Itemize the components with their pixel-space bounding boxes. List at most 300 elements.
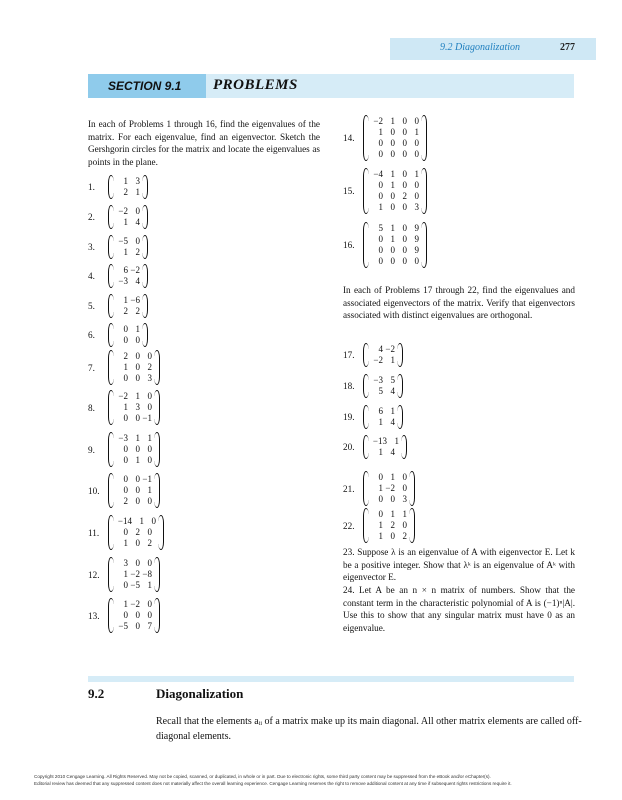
matrix-cell: 1 (123, 599, 128, 609)
matrix-cell: 0 (135, 558, 140, 568)
matrix-cell: −3 (118, 276, 128, 286)
matrix (363, 471, 415, 506)
matrix-row (116, 402, 152, 413)
matrix-row (371, 472, 407, 483)
matrix (363, 115, 427, 161)
problem-13 (88, 598, 160, 633)
matrix-cell: 0 (414, 138, 419, 148)
matrix (108, 350, 160, 385)
matrix-cell: −13 (372, 436, 387, 446)
matrix-cell: 0 (402, 223, 407, 233)
matrix-cell: 0 (390, 138, 395, 148)
right-paren (142, 323, 148, 347)
matrix-cell: 5 (378, 386, 383, 396)
problem-number: 16. (343, 240, 355, 250)
problem-number: 13. (88, 610, 100, 621)
matrix-cell: 3 (135, 176, 140, 186)
matrix-row (116, 413, 152, 424)
matrix-row (371, 149, 419, 160)
matrix-row (116, 391, 152, 402)
matrix-row (371, 494, 407, 505)
matrix-cell: 1 (135, 187, 140, 197)
problem-2 (88, 205, 148, 229)
matrix-cell: 7 (147, 621, 152, 631)
section-label: SECTION 9.1 (108, 79, 182, 93)
matrix-cell: 1 (378, 483, 383, 493)
problem-number: 19. (343, 412, 355, 422)
matrix-cell: 3 (135, 402, 140, 412)
problem-3 (88, 235, 148, 259)
matrix-cell: 1 (378, 447, 383, 457)
matrix-cell: 1 (147, 580, 152, 590)
matrix-row (116, 217, 140, 228)
matrix-cell: 0 (135, 413, 140, 423)
matrix-cell: 1 (123, 569, 128, 579)
right-paren (154, 473, 160, 508)
problem-7 (88, 350, 160, 385)
problem-number: 6. (88, 330, 95, 340)
problem-number: 2. (88, 212, 95, 222)
problem-19 (343, 405, 403, 429)
matrix-cell: 2 (123, 496, 128, 506)
intro-paragraph-1: In each of Problems 1 through 16, find the eigenvalues of the matrix. For each eigenvalue, find an eigenvector. Sketch the Gershgorin circles for the matrix and locate the eigenvalues as points in the plane. (88, 119, 320, 167)
matrix-row (371, 447, 399, 458)
matrix-cell: 0 (402, 127, 407, 137)
matrix-cell: 1 (414, 169, 419, 179)
matrix-cell: 2 (147, 362, 152, 372)
matrix (108, 557, 160, 592)
matrix-row (371, 234, 419, 245)
matrix-row (116, 580, 152, 591)
matrix-cell: 1 (139, 516, 144, 526)
page-number: 277 (560, 42, 575, 53)
matrix-cell: 0 (135, 351, 140, 361)
matrix-cell: 0 (123, 580, 128, 590)
problem-number: 4. (88, 271, 95, 281)
matrix-cell: 0 (123, 413, 128, 423)
matrix-row (116, 433, 152, 444)
matrix-cell: 1 (123, 362, 128, 372)
matrix-cell: 1 (123, 247, 128, 257)
matrix-cell: 2 (135, 527, 140, 537)
matrix-row (116, 558, 152, 569)
matrix-cell: 1 (123, 402, 128, 412)
problem-16 (343, 222, 427, 268)
matrix-cell: 1 (394, 436, 399, 446)
problem-22 (343, 508, 415, 543)
matrix-cell: 0 (378, 191, 383, 201)
matrix-row (371, 355, 395, 366)
matrix-cell: 0 (390, 202, 395, 212)
matrix-cell: 1 (135, 324, 140, 334)
matrix-cell: 0 (378, 180, 383, 190)
matrix-cell: 0 (123, 527, 128, 537)
matrix-cell: 2 (123, 306, 128, 316)
matrix (108, 473, 160, 508)
right-paren (142, 175, 148, 199)
matrix-cell: −4 (373, 169, 383, 179)
matrix-cell: 0 (378, 472, 383, 482)
problem-17 (343, 343, 403, 367)
matrix-row (371, 406, 395, 417)
matrix-cell: 6 (378, 406, 383, 416)
diagonalization-band (88, 676, 574, 682)
matrix-cell: 1 (390, 355, 395, 365)
matrix-cell: −8 (142, 569, 152, 579)
matrix (363, 222, 427, 268)
right-paren (409, 471, 415, 506)
matrix (363, 435, 407, 459)
right-paren (142, 264, 148, 288)
matrix-cell: 0 (402, 245, 407, 255)
matrix-cell: 0 (135, 610, 140, 620)
matrix-cell: 0 (123, 335, 128, 345)
right-paren (154, 390, 160, 425)
matrix-cell: −6 (130, 295, 140, 305)
matrix-cell: −1 (142, 474, 152, 484)
matrix-cell: 2 (135, 306, 140, 316)
matrix-cell: 0 (378, 256, 383, 266)
matrix-cell: 1 (147, 485, 152, 495)
matrix-cell: −5 (118, 236, 128, 246)
matrix-cell: 0 (414, 149, 419, 159)
matrix-row (116, 538, 156, 549)
matrix-cell: 0 (378, 509, 383, 519)
matrix-cell: 1 (390, 116, 395, 126)
problem-6 (88, 323, 148, 347)
matrix-cell: 2 (390, 520, 395, 530)
matrix-row (116, 496, 152, 507)
matrix-cell: 1 (123, 295, 128, 305)
problem-number: 20. (343, 442, 355, 452)
matrix-cell: 0 (135, 236, 140, 246)
problem-5 (88, 294, 148, 318)
matrix-row (116, 176, 140, 187)
problem-15 (343, 168, 427, 214)
copyright-footer (34, 773, 594, 787)
matrix-cell: 0 (123, 455, 128, 465)
matrix-cell: 0 (390, 127, 395, 137)
matrix-row (116, 351, 152, 362)
matrix-cell: 0 (378, 245, 383, 255)
matrix-cell: 3 (147, 373, 152, 383)
right-paren (154, 598, 160, 633)
matrix-row (116, 276, 140, 287)
matrix-cell: 0 (402, 202, 407, 212)
right-paren (421, 222, 427, 268)
matrix-cell: 1 (135, 391, 140, 401)
matrix-row (116, 306, 140, 317)
matrix-cell: 4 (378, 344, 383, 354)
matrix-cell: −1 (142, 413, 152, 423)
matrix-cell: 0 (135, 621, 140, 631)
problem-1 (88, 175, 148, 199)
problem-number: 10. (88, 485, 100, 496)
matrix-cell: 1 (378, 417, 383, 427)
matrix-cell: 0 (147, 610, 152, 620)
matrix-cell: −2 (373, 116, 383, 126)
matrix-row (371, 169, 419, 180)
problem-14 (343, 115, 427, 161)
matrix-cell: 4 (135, 217, 140, 227)
matrix-cell: 0 (123, 474, 128, 484)
matrix-row (371, 520, 407, 531)
matrix-cell: 1 (378, 127, 383, 137)
matrix-cell: −5 (118, 621, 128, 631)
matrix-cell: 1 (123, 217, 128, 227)
matrix-cell: 0 (390, 256, 395, 266)
matrix-cell: 0 (135, 474, 140, 484)
matrix-row (116, 247, 140, 258)
problem-21 (343, 471, 415, 506)
matrix-cell: −2 (130, 599, 140, 609)
matrix-cell: 0 (135, 485, 140, 495)
matrix-row (371, 116, 419, 127)
problem-number: 14. (343, 133, 355, 143)
matrix-row (371, 127, 419, 138)
matrix-cell: 0 (135, 496, 140, 506)
matrix-cell: −2 (118, 391, 128, 401)
running-header-title: 9.2 Diagonalization (440, 42, 521, 53)
matrix-cell: −3 (118, 433, 128, 443)
right-paren (421, 115, 427, 161)
matrix-cell: −2 (385, 483, 395, 493)
matrix-cell: −2 (118, 206, 128, 216)
right-paren (401, 435, 407, 459)
matrix (108, 205, 148, 229)
matrix-cell: 1 (123, 176, 128, 186)
problem-number: 15. (343, 186, 355, 196)
matrix-cell: 1 (390, 180, 395, 190)
matrix-cell: 0 (147, 391, 152, 401)
matrix-cell: 0 (378, 138, 383, 148)
matrix-row (371, 531, 407, 542)
matrix-cell: 0 (390, 191, 395, 201)
matrix-row (116, 474, 152, 485)
problem-12 (88, 557, 160, 592)
matrix (363, 508, 415, 543)
matrix-cell: 1 (390, 234, 395, 244)
problem-number: 3. (88, 242, 95, 252)
matrix (108, 235, 148, 259)
matrix-row (371, 180, 419, 191)
matrix-cell: 0 (402, 256, 407, 266)
matrix-cell: −2 (130, 265, 140, 275)
matrix-cell: 0 (123, 373, 128, 383)
matrix-cell: 0 (147, 402, 152, 412)
matrix-row (116, 444, 152, 455)
matrix-cell: 0 (402, 483, 407, 493)
matrix-cell: −3 (373, 375, 383, 385)
right-paren (397, 405, 403, 429)
matrix-cell: 0 (147, 496, 152, 506)
matrix-cell: 0 (123, 444, 128, 454)
matrix-cell: 1 (390, 169, 395, 179)
right-paren (397, 374, 403, 398)
matrix-cell: 1 (414, 127, 419, 137)
matrix-cell: 0 (402, 234, 407, 244)
matrix-cell: 3 (414, 202, 419, 212)
matrix-row (116, 236, 140, 247)
matrix-cell: 1 (390, 406, 395, 416)
matrix-cell: 0 (402, 149, 407, 159)
matrix-row (116, 569, 152, 580)
matrix-row (116, 295, 140, 306)
right-paren (154, 557, 160, 592)
problem-18 (343, 374, 403, 398)
matrix-cell: 4 (135, 276, 140, 286)
matrix-row (371, 417, 395, 428)
problem-24: 24. Let A be an n × n matrix of numbers. Show that the constant term in the characteristic polynomial of A is (−1)ⁿ|A|. Use this to show that any singular matrix must have 0 as an eigenvalue. (343, 585, 575, 633)
matrix-cell: 1 (390, 509, 395, 519)
problem-number: 17. (343, 350, 355, 360)
matrix-cell: 0 (390, 531, 395, 541)
diagonalization-title: Diagonalization (156, 686, 244, 701)
matrix (108, 432, 160, 467)
matrix-cell: 0 (147, 599, 152, 609)
matrix-cell: 9 (414, 245, 419, 255)
problem-number: 5. (88, 301, 95, 311)
matrix-cell: 0 (390, 245, 395, 255)
matrix-cell: 0 (135, 206, 140, 216)
matrix-cell: 0 (147, 351, 152, 361)
matrix-cell: 2 (135, 247, 140, 257)
problem-number: 1. (88, 182, 95, 192)
matrix-cell: 0 (390, 149, 395, 159)
matrix-row (116, 335, 140, 346)
right-paren (421, 168, 427, 214)
matrix-cell: 4 (390, 386, 395, 396)
matrix-cell: 0 (147, 558, 152, 568)
matrix-cell: 0 (402, 116, 407, 126)
matrix (108, 264, 148, 288)
problem-number: 7. (88, 362, 95, 373)
matrix-cell: 1 (135, 455, 140, 465)
matrix-row (371, 245, 419, 256)
matrix (363, 343, 403, 367)
matrix-cell: 0 (147, 444, 152, 454)
matrix-cell: −5 (130, 580, 140, 590)
matrix-cell: 0 (414, 116, 419, 126)
right-paren (158, 515, 164, 550)
matrix-cell: 0 (151, 516, 156, 526)
matrix-cell: 0 (402, 138, 407, 148)
problem-number: 11. (88, 527, 100, 538)
matrix-cell: 4 (390, 447, 395, 457)
footer-line-1: Copyright 2010 Cengage Learning. All Rights Reserved. May not be copied, scanned, or duplicated, in whole or in part. Due to electronic rights, some third party content may be suppressed from the eBook and/or eChapter(s). (34, 774, 491, 779)
matrix-cell: 0 (123, 485, 128, 495)
matrix (363, 168, 427, 214)
matrix-cell: 1 (147, 433, 152, 443)
matrix-cell: 5 (390, 375, 395, 385)
matrix-cell: 0 (378, 149, 383, 159)
matrix-cell: 1 (390, 472, 395, 482)
matrix-cell: 2 (402, 191, 407, 201)
intro-paragraph-2: In each of Problems 17 through 22, find the eigenvalues and associated eigenvectors of the matrix. Verify that eigenvectors associated with distinct eigenvalues are orthogonal. (343, 285, 575, 320)
matrix-cell: 9 (414, 234, 419, 244)
matrix-cell: 0 (123, 324, 128, 334)
matrix-cell: 0 (414, 180, 419, 190)
matrix-row (116, 485, 152, 496)
matrix-cell: 1 (390, 223, 395, 233)
matrix (108, 598, 160, 633)
matrix-cell: −2 (385, 344, 395, 354)
problem-number: 18. (343, 381, 355, 391)
matrix-row (371, 344, 395, 355)
right-paren (154, 350, 160, 385)
matrix-row (116, 324, 140, 335)
section-title: PROBLEMS (213, 77, 298, 93)
matrix-cell: 1 (402, 509, 407, 519)
matrix-cell: 0 (123, 610, 128, 620)
matrix-row (371, 191, 419, 202)
matrix-row (371, 256, 419, 267)
matrix-cell: 0 (402, 180, 407, 190)
matrix-row (371, 223, 419, 234)
right-paren (142, 205, 148, 229)
matrix-cell: 6 (123, 265, 128, 275)
matrix (108, 390, 160, 425)
matrix-row (116, 527, 156, 538)
matrix-cell: 0 (390, 494, 395, 504)
matrix-row (371, 375, 395, 386)
matrix-row (116, 373, 152, 384)
problem-number: 12. (88, 569, 100, 580)
matrix (108, 323, 148, 347)
matrix-row (116, 265, 140, 276)
problem-4 (88, 264, 148, 288)
matrix-row (116, 610, 152, 621)
right-paren (142, 235, 148, 259)
matrix-row (371, 202, 419, 213)
right-paren (142, 294, 148, 318)
matrix-row (116, 516, 156, 527)
matrix-cell: 2 (123, 351, 128, 361)
matrix-row (371, 509, 407, 520)
matrix-cell: 9 (414, 223, 419, 233)
matrix-row (116, 455, 152, 466)
matrix-cell: 0 (135, 373, 140, 383)
matrix-cell: 0 (402, 472, 407, 482)
matrix-cell: 0 (402, 169, 407, 179)
footer-line-2: Editorial review has deemed that any suppressed content does not materially affect the overall learning experience. Cengage Learning reserves the right to remove additional content at any time if subsequent rights restrictions require it. (34, 781, 512, 786)
matrix-row (371, 483, 407, 494)
matrix-cell: 0 (135, 444, 140, 454)
problem-9 (88, 432, 160, 467)
matrix-cell: 5 (378, 223, 383, 233)
problem-number: 9. (88, 444, 95, 455)
problem-number: 8. (88, 402, 95, 413)
matrix (363, 405, 403, 429)
matrix-cell: 0 (135, 362, 140, 372)
matrix-cell: 0 (378, 494, 383, 504)
problem-number: 21. (343, 483, 355, 494)
matrix (108, 515, 164, 550)
right-paren (154, 432, 160, 467)
diagonalization-text: Recall that the elements aᵢᵢ of a matrix make up its main diagonal. All other matrix elements are called off-diagonal elements. (156, 716, 582, 742)
matrix-cell: 0 (414, 256, 419, 266)
problem-10 (88, 473, 160, 508)
matrix-cell: 1 (378, 520, 383, 530)
problem-20 (343, 435, 407, 459)
matrix (108, 294, 148, 318)
problem-11 (88, 515, 164, 550)
matrix-row (371, 386, 395, 397)
matrix-cell: −2 (373, 355, 383, 365)
problem-8 (88, 390, 160, 425)
matrix-cell: 2 (402, 531, 407, 541)
right-paren (397, 343, 403, 367)
